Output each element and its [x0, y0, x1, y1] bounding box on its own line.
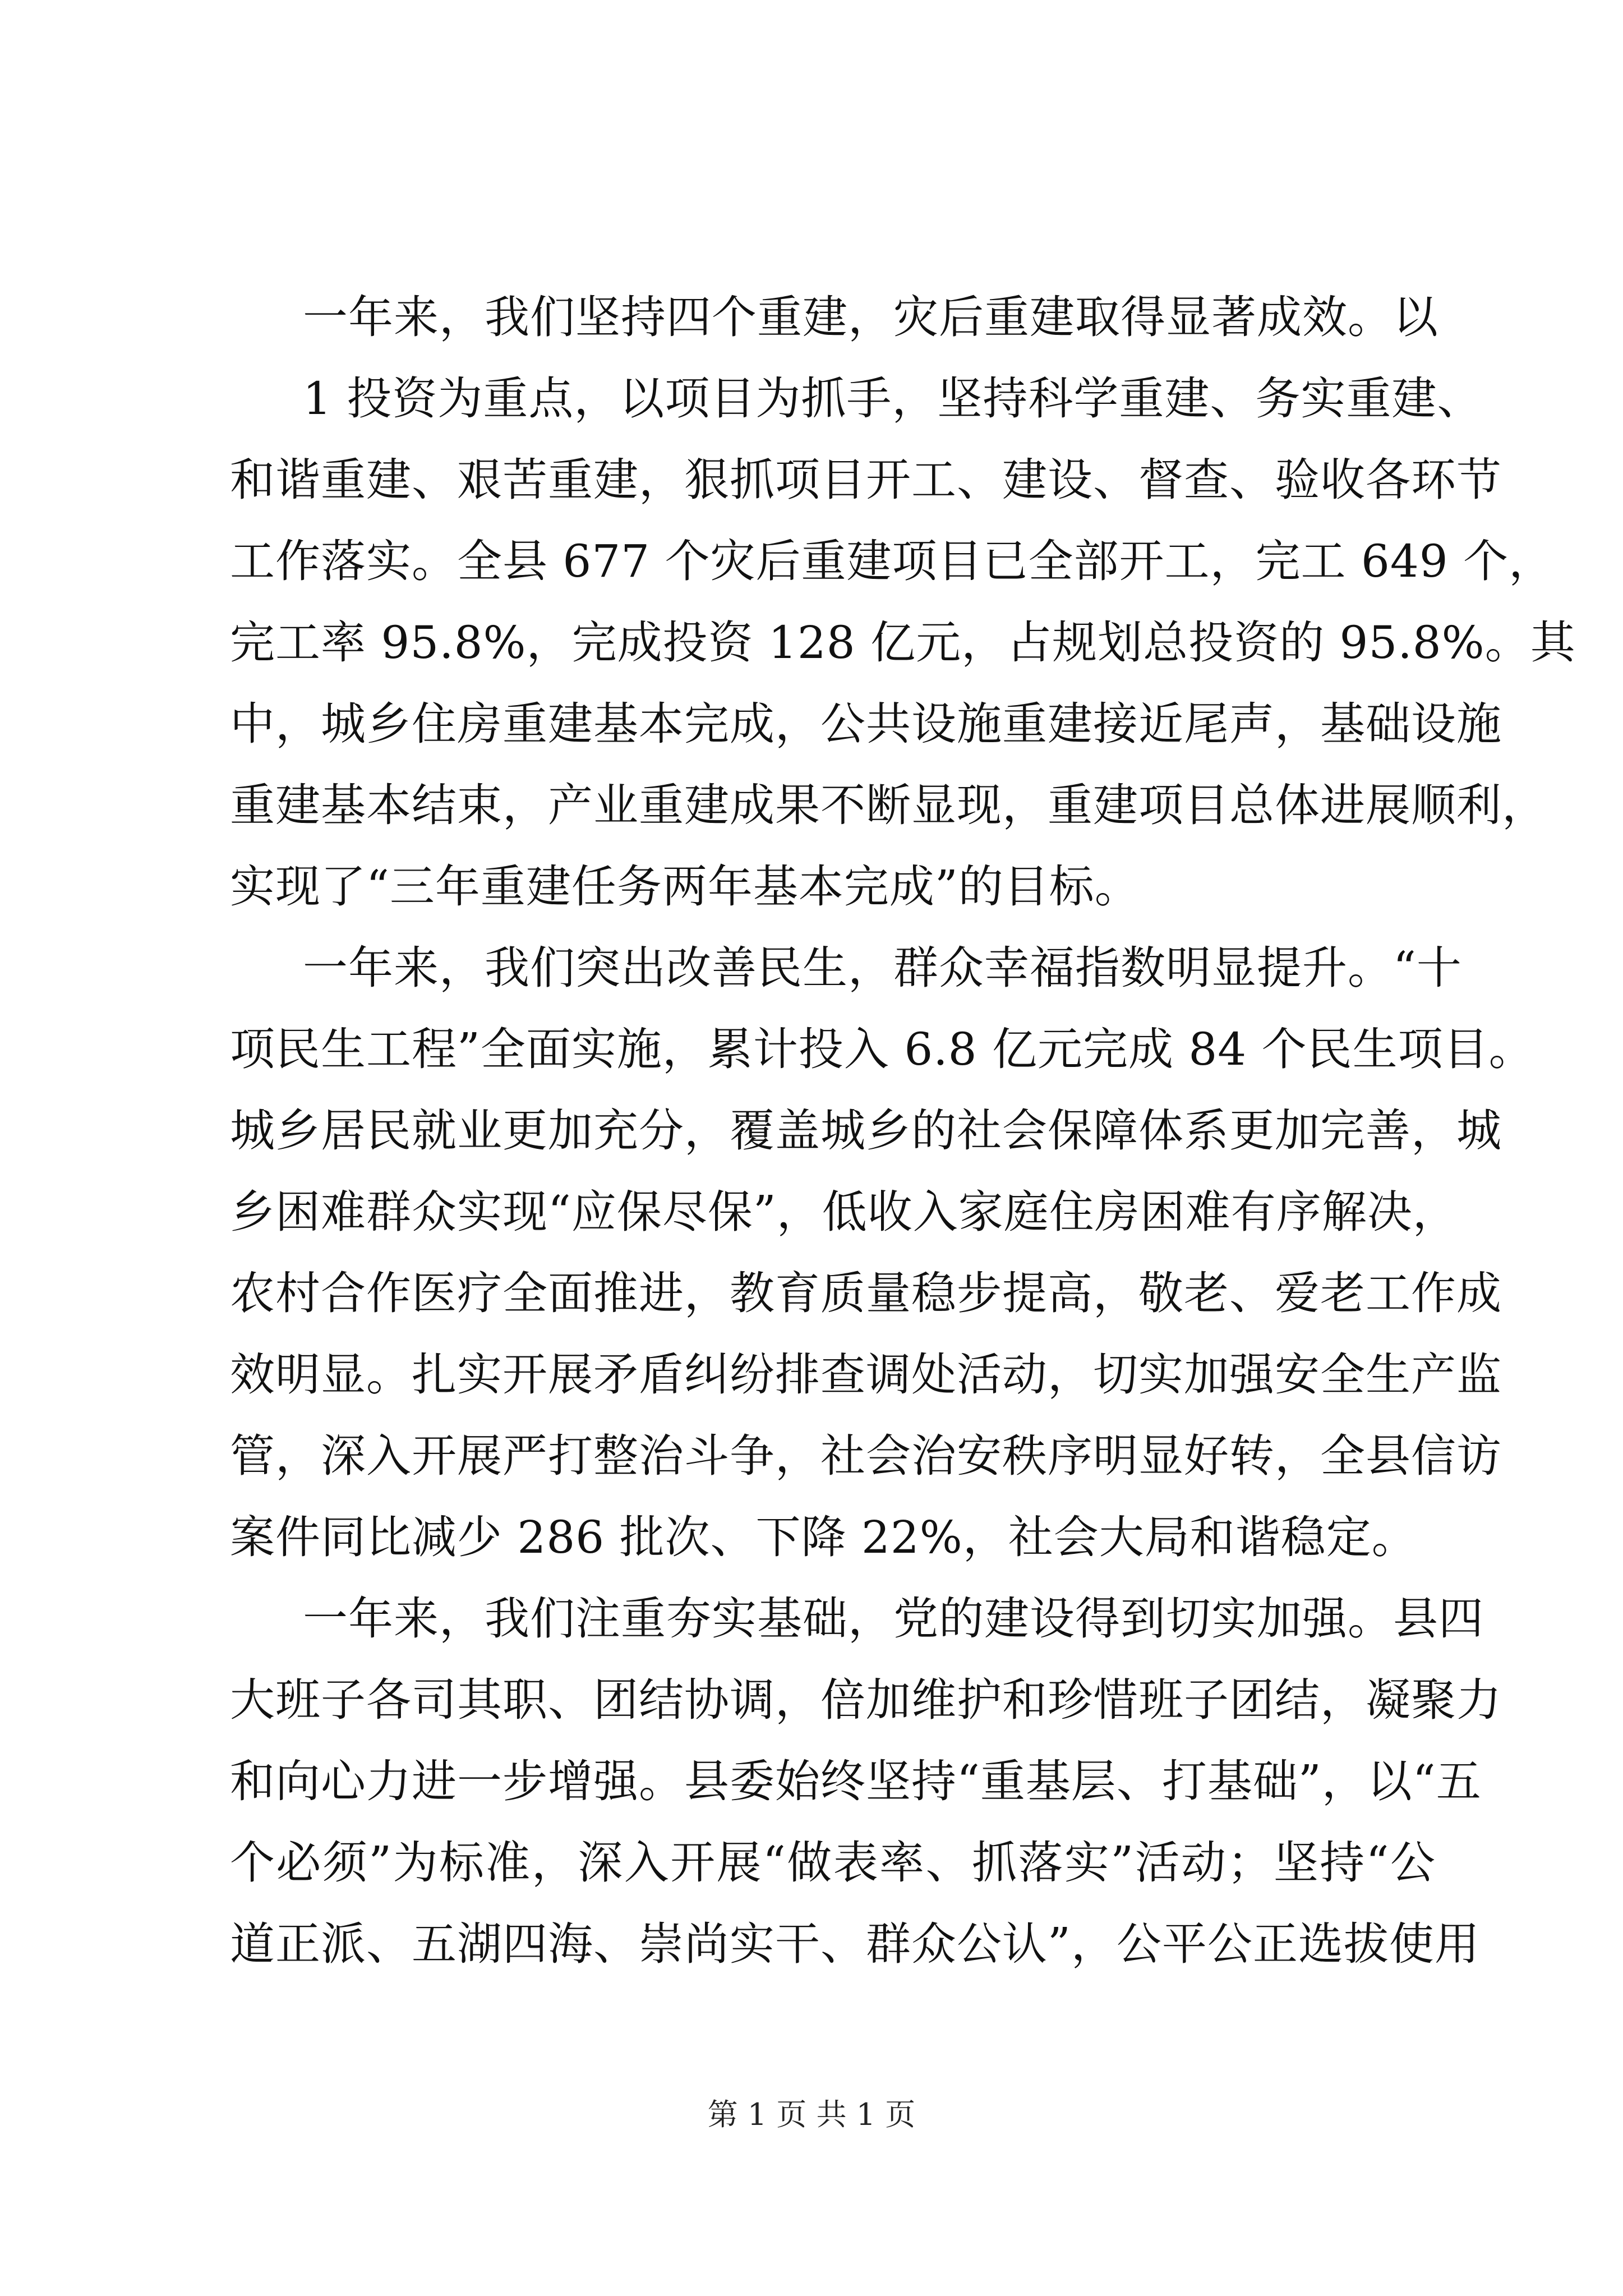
text-line: 中，城乡住房重建基本完成，公共设施重建接近尾声，基础设施 — [230, 698, 1502, 750]
text-line: 个必须”为标准，深入开展“做表率、抓落实”活动；坚持“公 — [230, 1837, 1436, 1889]
page-footer: 第 1 页 共 1 页 — [707, 2097, 916, 2132]
text-line: 工作落实。全县 677 个灾后重建项目已全部开工，完工 649 个， — [230, 535, 1555, 587]
text-line: 完工率 95.8%，完成投资 128 亿元，占规划总投资的 95.8%。其 — [230, 616, 1576, 669]
text-line: 实现了“三年重建任务两年基本完成”的目标。 — [230, 861, 1140, 913]
text-line: 和向心力进一步增强。县委始终坚持“重基层、打基础”，以“五 — [230, 1755, 1482, 1807]
text-line: 城乡居民就业更加充分，覆盖城乡的社会保障体系更加完善，城 — [230, 1105, 1502, 1157]
text-line: 项民生工程”全面实施，累计投入 6.8 亿元完成 84 个民生项目。 — [230, 1023, 1534, 1075]
text-line: 道正派、五湖四海、崇尚实干、群众公认”，公平公正选拔使用 — [230, 1918, 1480, 1970]
text-line: 案件同比减少 286 批次、下降 22%，社会大局和谐稳定。 — [230, 1511, 1417, 1563]
text-line: 农村合作医疗全面推进，教育质量稳步提高，敬老、爱老工作成 — [230, 1267, 1502, 1319]
text-line: 乡困难群众实现“应保尽保”，低收入家庭住房困难有序解决， — [230, 1186, 1458, 1238]
text-line: 重建基本结束，产业重建成果不断显现，重建项目总体进展顺利， — [230, 779, 1547, 831]
text-line: 一年来，我们注重夯实基础，党的建设得到切实加强。县四 — [303, 1593, 1484, 1645]
text-line: 效明显。扎实开展矛盾纠纷排查调处活动，切实加强安全生产监 — [230, 1349, 1502, 1401]
text-line: 大班子各司其职、团结协调，倍加维护和珍惜班子团结，凝聚力 — [230, 1674, 1502, 1726]
text-line: 和谐重建、艰苦重建，狠抓项目开工、建设、督查、验收各环节 — [230, 454, 1502, 506]
text-line: 一年来，我们坚持四个重建，灾后重建取得显著成效。以 — [303, 291, 1438, 343]
text-line: 管，深入开展严打整治斗争，社会治安秩序明显好转，全县信访 — [230, 1430, 1502, 1482]
text-line: 一年来，我们突出改善民生，群众幸福指数明显提升。“十 — [303, 942, 1462, 994]
text-line: 1 投资为重点，以项目为抓手，坚持科学重建、务实重建、 — [303, 372, 1483, 425]
